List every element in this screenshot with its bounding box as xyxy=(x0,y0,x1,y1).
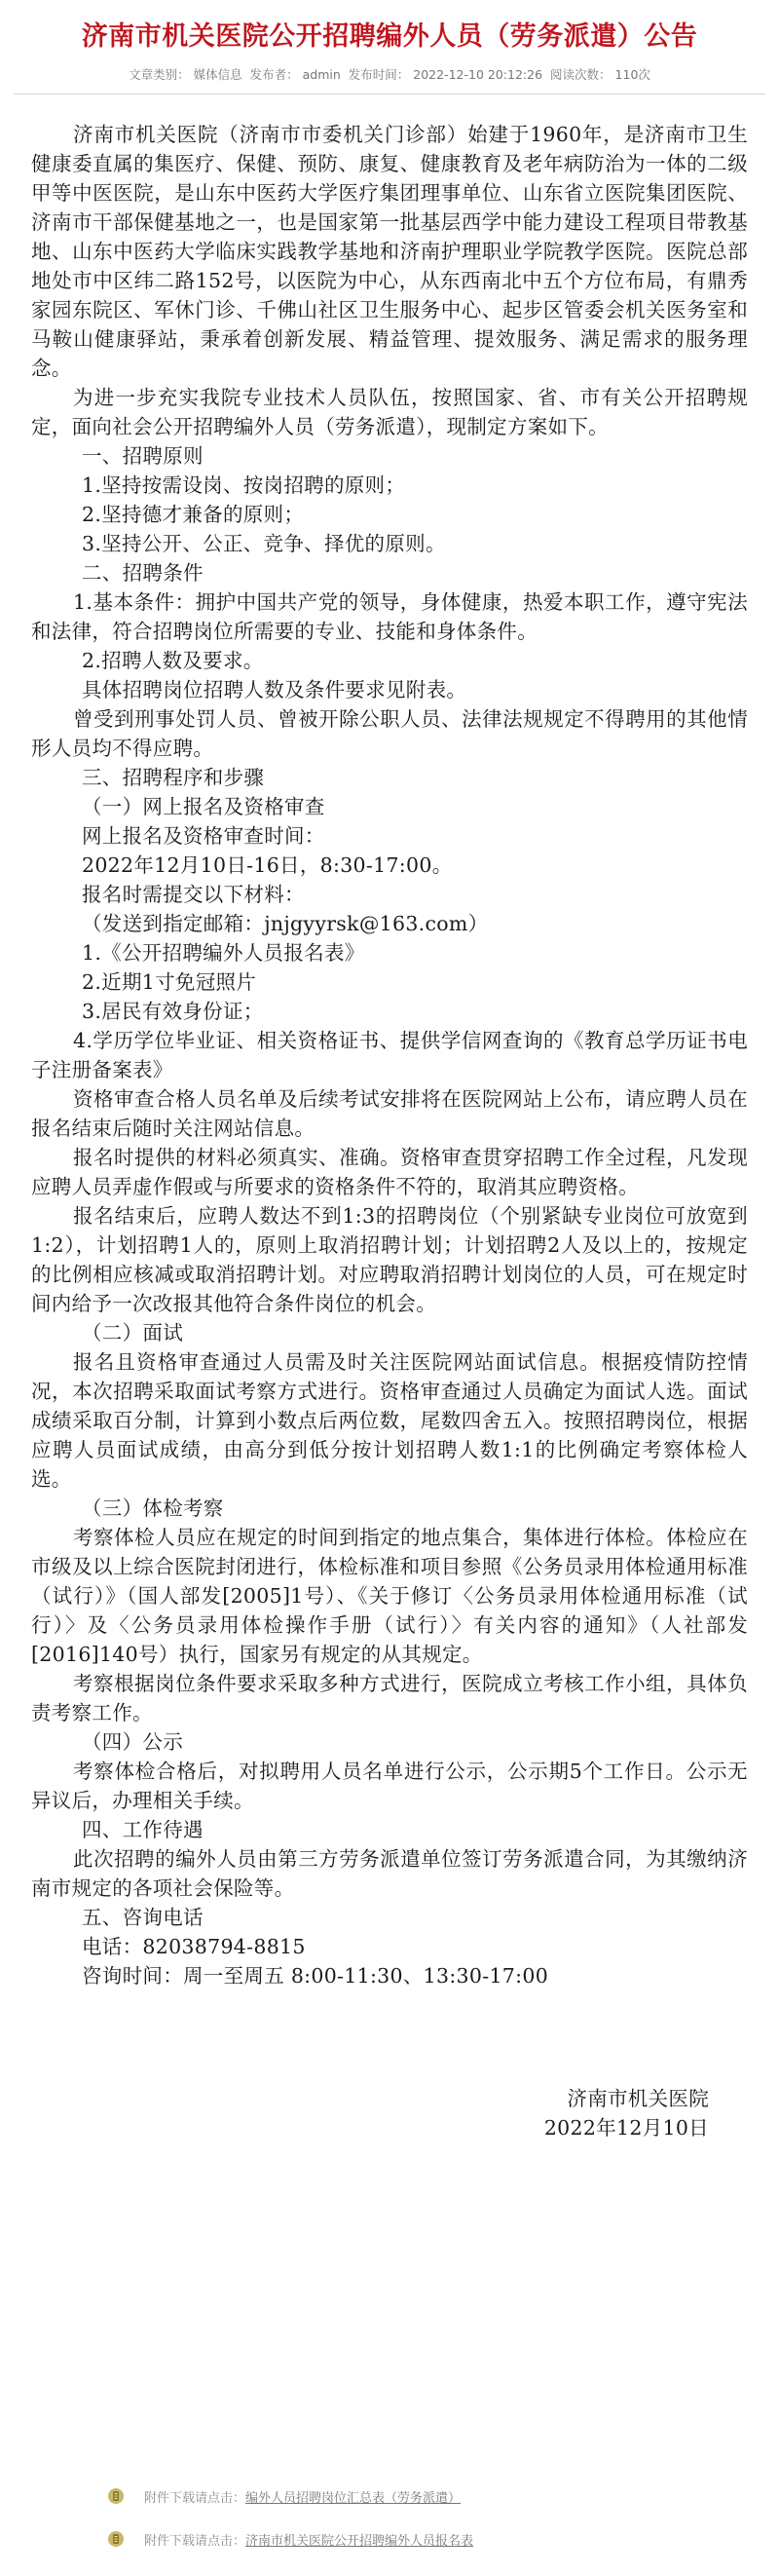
article-paragraph: 1.基本条件：拥护中国共产党的领导，身体健康，热爱本职工作，遵守宪法和法律，符合招聘岗位所需要的专业、技能和身体条件。 xyxy=(31,590,748,643)
article-paragraph: 为进一步充实我院专业技术人员队伍，按照国家、省、市有关公开招聘规定，面向社会公开招聘编外人员（劳务派遣），现制定方案如下。 xyxy=(31,386,748,438)
article-paragraph: 2022年12月10日-16日，8:30-17:00。 xyxy=(82,853,453,877)
meta-time: 2022-12-10 20:12:26 xyxy=(413,67,543,82)
article-paragraph: （发送到指定邮箱：jnjgyyrsk@163.com） xyxy=(82,912,489,935)
meta-views-label: 阅读次数： xyxy=(550,67,612,82)
article-paragraph: 四、工作待遇 xyxy=(82,1818,204,1841)
article-paragraph: （三）体检考察 xyxy=(82,1496,224,1520)
meta-time-label: 发布时间： xyxy=(348,67,410,82)
article-paragraph: 网上报名及资格审查时间： xyxy=(82,824,325,848)
article-paragraph: 报名时提供的材料必须真实、准确。资格审查贯穿招聘工作全过程，凡发现应聘人员弄虚作假或与所要求的资格条件不符的，取消其应聘资格。 xyxy=(31,1146,748,1198)
signature-date: 2022年12月10日 xyxy=(543,2116,709,2140)
attachment-prefix: 附件下载请点击： xyxy=(144,2533,246,2549)
meta-category: 媒体信息 xyxy=(193,67,242,82)
meta-views: 110次 xyxy=(614,67,650,82)
article-paragraph: 考察体检人员应在规定的时间到指定的地点集合，集体进行体检。体检应在市级及以上综合医院封闭进行，体检标准和项目参照《公务员录用体检通用标准（试行）》（国人部发[2005]1号）、《关于修订〈公务员录用体检通用标准（试行）〉及〈公务员录用体检操作手册（试行）〉有关内容的通知》（人社部发[2016]140号）执行，国家另有规定的从其规定。 xyxy=(31,1526,748,1666)
article-paragraph: 报名时需提交以下材料： xyxy=(82,883,305,906)
attachments xyxy=(0,2486,779,2572)
attachment-prefix: 附件下载请点击： xyxy=(144,2490,246,2506)
article-paragraph: （四）公示 xyxy=(82,1730,183,1754)
article-title: 济南市机关医院公开招聘编外人员（劳务派遣）公告 xyxy=(81,21,698,52)
attachment-link[interactable]: 济南市机关医院公开招聘编外人员报名表 xyxy=(245,2533,474,2549)
article-paragraph: 4.学历学位毕业证、相关资格证书、提供学信网查询的《教育总学历证书电子注册备案表》 xyxy=(31,1029,748,1081)
article-paragraph: 曾受到刑事处罚人员、曾被开除公职人员、法律法规规定不得聘用的其他情形人员均不得应聘。 xyxy=(31,707,748,760)
article-paragraph: 3.坚持公开、公正、竞争、择优的原则。 xyxy=(82,532,446,555)
article-paragraph: 电话：82038794-8815 xyxy=(82,1935,306,1958)
article-body xyxy=(0,95,779,2142)
article-meta xyxy=(0,66,779,84)
article-paragraph: 3.居民有效身份证； xyxy=(82,1000,264,1023)
article-paragraph: 具体招聘岗位招聘人数及条件要求见附表。 xyxy=(82,678,467,701)
article-paragraph: 2.招聘人数及要求。 xyxy=(82,649,264,672)
meta-publisher-label: 发布者： xyxy=(249,67,299,82)
attachment-link[interactable]: 编外人员招聘岗位汇总表（劳务派遣） xyxy=(245,2490,462,2506)
article-paragraph: 报名结束后，应聘人数达不到1:3的招聘岗位（个别紧缺专业岗位可放宽到1:2），计划招聘1人的，原则上取消招聘计划；计划招聘2人及以上的，按规定的比例相应核减或取消招聘计划。对应聘取消招聘计划岗位的人员，可在规定时间内给予一次改报其他符合条件岗位的机会。 xyxy=(31,1204,748,1315)
article-paragraph: 2.坚持德才兼备的原则； xyxy=(82,503,305,526)
article-paragraph: 2.近期1寸免冠照片 xyxy=(82,970,257,994)
attachment-row xyxy=(0,2486,779,2506)
attachment-icon xyxy=(107,2486,125,2506)
article-paragraph: （二）面试 xyxy=(82,1321,183,1345)
article-paragraph: 报名且资格审查通过人员需及时关注医院网站面试信息。根据疫情防控情况，本次招聘采取面试考察方式进行。资格审查通过人员确定为面试人选。面试成绩采取百分制，计算到小数点后两位数，尾数四舍五入。按照招聘岗位，根据应聘人员面试成绩，由高分到低分按计划招聘人数1:1的比例确定考察体检人选。 xyxy=(31,1350,748,1491)
article-paragraph: （一）网上报名及资格审查 xyxy=(82,795,325,818)
attachment-row xyxy=(0,2529,779,2549)
meta-category-label: 文章类别： xyxy=(129,67,190,82)
article-paragraph: 资格审查合格人员名单及后续考试安排将在医院网站上公布，请应聘人员在报名结束后随时关注网站信息。 xyxy=(31,1087,748,1140)
article-paragraph: 此次招聘的编外人员由第三方劳务派遣单位签订劳务派遣合同，为其缴纳济南市规定的各项社会保险等。 xyxy=(31,1847,748,1900)
signature-org: 济南市机关医院 xyxy=(567,2087,709,2110)
meta-publisher: admin xyxy=(302,67,341,82)
article-paragraph: 五、咨询电话 xyxy=(82,1906,204,1929)
article-paragraph: 一、招聘原则 xyxy=(82,444,204,468)
signature xyxy=(31,2084,748,2142)
article-paragraph: 咨询时间：周一至周五 8:00-11:30、13:30-17:00 xyxy=(82,1964,549,1988)
article-paragraph: 考察根据岗位条件要求采取多种方式进行，医院成立考核工作小组，具体负责考察工作。 xyxy=(31,1672,748,1724)
article-paragraph: 1.《公开招聘编外人员报名表》 xyxy=(82,941,365,965)
article-paragraph: 济南市机关医院（济南市市委机关门诊部）始建于1960年，是济南市卫生健康委直属的集医疗、保健、预防、康复、健康教育及老年病防治为一体的二级甲等中医医院，是山东中医药大学医疗集团理事单位、山东省立医院集团医院、济南市干部保健基地之一，也是国家第一批基层西学中能力建设工程项目带教基地、山东中医药大学临床实践教学基地和济南护理职业学院教学医院。医院总部地处市中区纬二路152号，以医院为中心，从东西南北中五个方位布局，有鼎秀家园东院区、军休门诊、千佛山社区卫生服务中心、起步区管委会机关医务室和马鞍山健康驿站，秉承着创新发展、精益管理、提效服务、满足需求的服务理念。 xyxy=(31,123,748,380)
article-paragraph: 二、招聘条件 xyxy=(82,561,204,585)
article-paragraph: 考察体检合格后，对拟聘用人员名单进行公示，公示期5个工作日。公示无异议后，办理相关手续。 xyxy=(31,1760,748,1812)
attachment-icon xyxy=(107,2529,125,2549)
article-paragraph: 1.坚持按需设岗、按岗招聘的原则； xyxy=(82,474,406,497)
article-paragraph: 三、招聘程序和步骤 xyxy=(82,766,265,789)
